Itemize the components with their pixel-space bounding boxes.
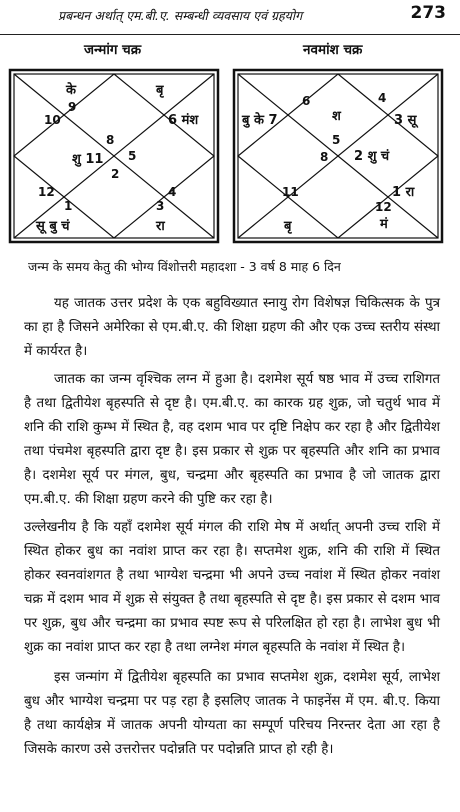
navamsa-chart-label: 6 <box>302 94 311 108</box>
navamsa-chart <box>232 68 444 244</box>
navamsa-chart-label: 5 <box>332 133 341 147</box>
birth-chart-label: 4 <box>168 185 177 199</box>
birth-chart-label: 9 <box>68 100 77 114</box>
birth-chart <box>8 68 220 244</box>
birth-chart-label: 6 मंश <box>168 113 199 128</box>
birth-chart-label: 8 <box>106 133 115 147</box>
page-header <box>0 0 460 35</box>
birth-chart-label: रा <box>156 219 165 234</box>
navamsa-chart-title: नवमांश चक्र <box>303 42 363 58</box>
navamsa-chart-label: 3 सू <box>394 113 417 128</box>
birth-chart-label: 1 <box>64 199 73 213</box>
birth-chart-label: सू बु चं <box>36 219 70 234</box>
navamsa-chart-frame <box>234 70 442 242</box>
birth-chart-title: जन्मांग चक्र <box>84 42 142 58</box>
navamsa-chart-label: 4 <box>378 91 387 105</box>
running-title: प्रबन्धन अर्थात् एम.बी.ए. सम्बन्धी व्यवसाय एवं ग्रहयोग <box>58 8 303 23</box>
paragraph-conclusion: इस जन्मांग में द्वितीयेश बृहस्पति का प्रभाव सप्तमेश शुक्र, दशमेश सूर्य, लाभेश बुध और भाग्येश चन्द्रमा पर पड़ रहा है इसलिए जातक ने फाइनेंस में एम. बी.ए. किया है तथा कार्यक्षेत्र में जातक अपनी योग्यता का सम्पूर्ण परिचय निरन्तर देता आ रहा है जिसके कारण उसे उत्तरोत्तर पदोन्नति पर पदोन्नति प्राप्त हो रही है। <box>24 670 440 757</box>
navamsa-chart-label: 12 <box>375 200 392 214</box>
navamsa-chart-label: 11 <box>282 185 299 199</box>
birth-chart-frame <box>10 70 218 242</box>
birth-chart-label: बृ <box>156 83 164 98</box>
navamsa-chart-label: मं <box>380 217 388 232</box>
paragraph-navamsa: उल्लेखनीय है कि यहाँ दशमेश सूर्य मंगल की राशि मेष में अर्थात् अपनी उच्च राशि में स्थित होकर बुध का नवांश प्राप्त कर रहा है। सप्तमेश शुक्र, शनि की राशि में स्थित होकर स्वनवांशगत है तथा भाग्येश चन्द्रमा भी अपने उच्च नवांश में स्थित होकर नवांश चक्र में दशम भाव में शुक्र से संयुक्त है तथा बृहस्पति से दृष्ट है। इस प्रकार से दशम भाव पर शुक्र, बुध और चन्द्रमा का प्रभाव स्पष्ट रूप से परिलक्षित हो रहा है। लाभेश बुध भी शुक्र का नवांश प्राप्त कर रहा है तथा लग्नेश मंगल बृहस्पति के नवांश में स्थित है। <box>24 520 440 655</box>
birth-chart-label: 3 <box>156 199 165 213</box>
paragraph-lagna: जातक का जन्म वृश्चिक लग्न में हुआ है। दशमेश सूर्य षष्ठ भाव में उच्च राशिगत है तथा द्वितीयेश बृहस्पति से दृष्ट है। एम.बी.ए. का कारक ग्रह शुक्र, जो चतुर्थ भाव में शनि की राशि कुम्भ में स्थित है, वह दशम भाव पर दृष्टि निक्षेप कर रहा है और द्वितीयेश तथा पंचमेश बृहस्पति द्वारा दृष्ट है। इस प्रकार से शुक्र पर बृहस्पति और शनि का प्रभाव है। दशमेश सूर्य पर मंगल, बुध, चन्द्रमा और बृहस्पति का प्रभाव है जो जातक द्वारा एम.बी.ए. की शिक्षा ग्रहण करने की पुष्टि कर रहा है। <box>24 372 440 507</box>
birth-chart-label: शु 11 <box>72 152 104 167</box>
dasha-caption: जन्म के समय केतु की भोग्य विंशोत्तरी महादशा - 3 वर्ष 8 माह 6 दिन <box>28 259 341 274</box>
paragraph-intro: यह जातक उत्तर प्रदेश के एक बहुविख्यात स्नायु रोग विशेषज्ञ चिकित्सक के पुत्र का हा है जिसने अमेरिका से एम.बी.ए. की शिक्षा ग्रहण की और एक उच्च स्तरीय संस्था में कार्यरत है। <box>24 296 440 359</box>
birth-chart-label: के <box>66 83 76 98</box>
birth-chart-label: 12 <box>38 185 55 199</box>
navamsa-chart-label: 2 शु चं <box>354 149 390 164</box>
page-number: 273 <box>410 3 446 23</box>
birth-chart-label: 2 <box>111 167 120 181</box>
navamsa-chart-label: बु के 7 <box>242 113 278 128</box>
navamsa-chart-label: 1 रा <box>392 185 415 200</box>
navamsa-chart-label: 8 <box>320 150 329 164</box>
birth-chart-label: 5 <box>128 149 137 163</box>
navamsa-chart-label: श <box>332 109 341 124</box>
birth-chart-label: 10 <box>44 113 61 127</box>
navamsa-chart-label: बृ <box>284 219 292 234</box>
